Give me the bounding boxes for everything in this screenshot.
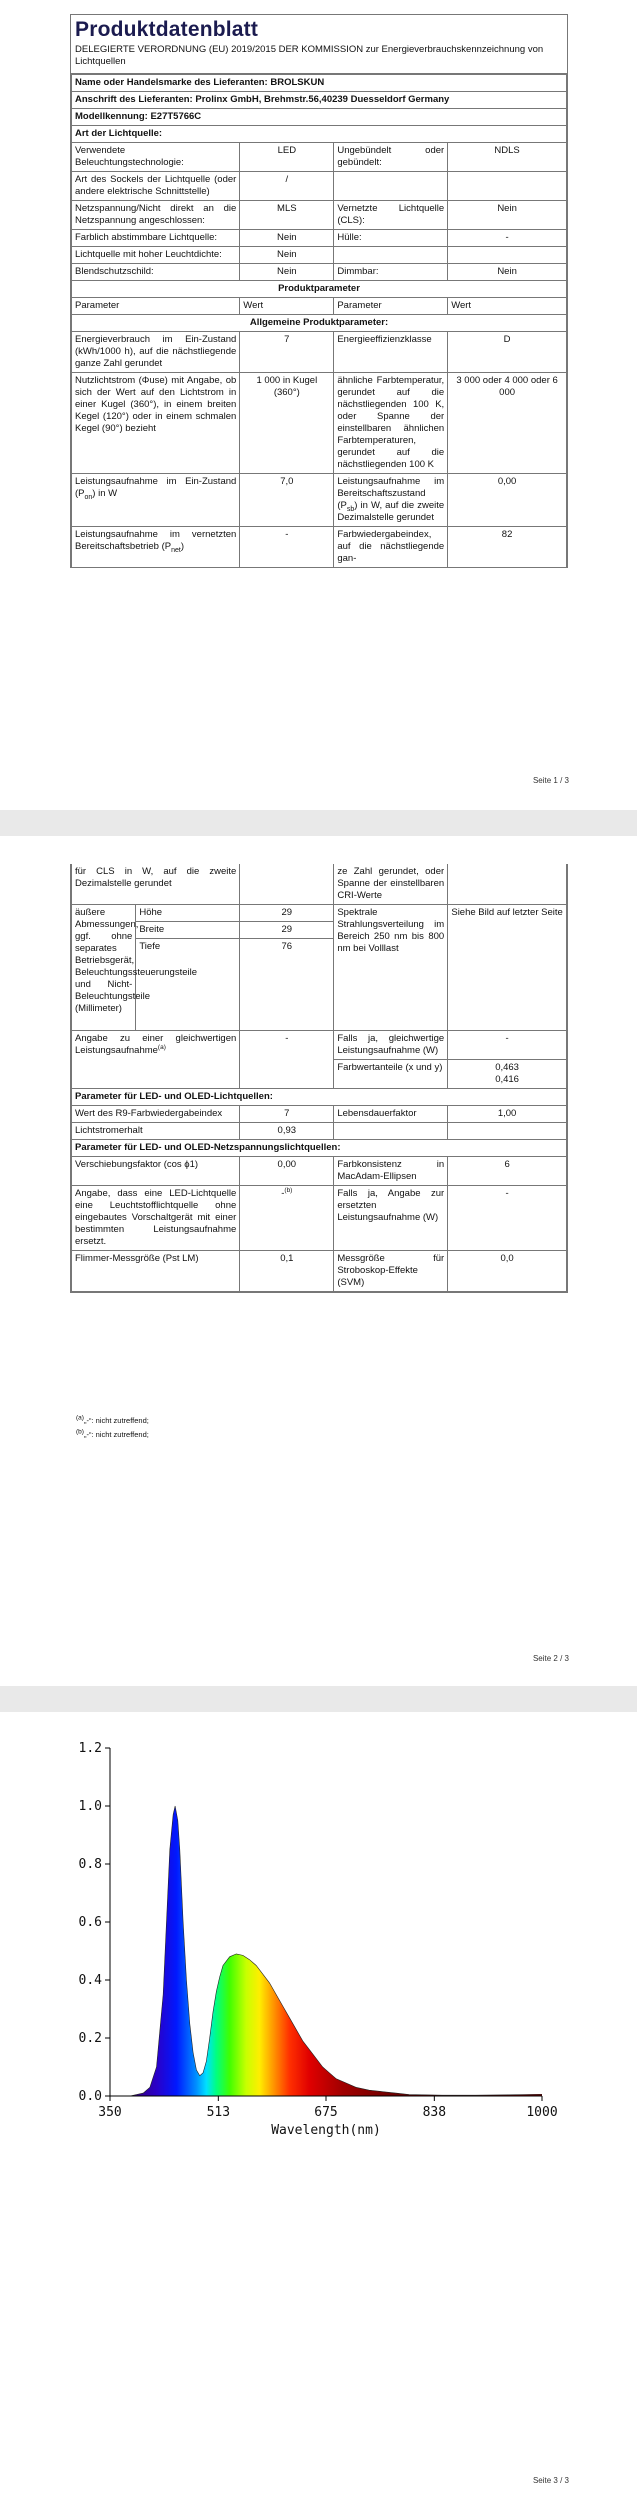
energy-value: 7 <box>240 332 334 373</box>
equiv-label: Angabe zu einer gleichwertigen Leistungsaufnahme$^{(a)}$ <box>72 1031 240 1089</box>
flux-value: 1 000 in Kugel (360°) <box>240 373 334 474</box>
spectrum-plot <box>60 1732 560 2162</box>
hilum-value: Nein <box>240 247 334 264</box>
pon-value: 7,0 <box>240 474 334 527</box>
eclass-value: D <box>448 332 567 373</box>
datasheet-part-1 <box>70 14 568 568</box>
unbundled-value: NDLS <box>448 143 567 172</box>
width-value: 29 <box>240 922 334 939</box>
unbundled-label: Ungebündelt oder gebündelt: <box>334 143 448 172</box>
general-params-title: Allgemeine Produktparameter: <box>72 315 567 332</box>
led-params-title: Parameter für LED- und OLED-Lichtquellen: <box>72 1089 567 1106</box>
macadam-label: Farbkonsistenz in MacAdam-Ellipsen <box>334 1157 448 1186</box>
psb-value: 0,00 <box>448 474 567 527</box>
pnet-label: Leistungsaufnahme im vernetzten Bereitschaftsbetrieb $(P_{net})$ <box>72 527 240 568</box>
flicker-value: 0,1 <box>240 1251 334 1292</box>
depth-value: 76 <box>240 939 334 1031</box>
energy-label: Energieverbrauch im Ein-Zustand (kWh/1000 h), auf die nächstliegende ganze Zahl gerundet <box>72 332 240 373</box>
equiv-yes-label: Falls ja, gleichwertige Leistungsaufnahme (W) <box>334 1031 448 1060</box>
x-tick-label: 838 <box>422 2105 447 2120</box>
socket-label: Art des Sockels der Lichtquelle (oder andere elektrische Schnittstelle) <box>72 172 240 201</box>
col-param-header-2: Parameter <box>334 298 448 315</box>
x-tick-label: 350 <box>98 2105 122 2120</box>
flux-label: Nutzlichtstrom (Φuse) mit Angabe, ob sich der Wert auf den Lichtstrom in einer Kugel (360°), in einem breiten Kegel (120°) oder in einem schmalen Kegel (90°) bezieht <box>72 373 240 474</box>
svm-value: 0,0 <box>448 1251 567 1292</box>
mls-params-title: Parameter für LED- und OLED-Netzspannungslichtquellen: <box>72 1140 567 1157</box>
equiv-yes-value: - <box>448 1031 567 1060</box>
tech-label: Verwendete Beleuchtungstechnologie: <box>72 143 240 172</box>
footnote-a: (a)„-“: nicht zutreffend; <box>76 1414 149 1425</box>
x-axis-label: Wavelength(nm) <box>271 2123 381 2138</box>
page-number-1: Seite 1 / 3 <box>532 776 569 785</box>
y-tick-label: 0.4 <box>78 1973 102 1988</box>
depth-label: Tiefe <box>136 939 240 1031</box>
replace-yes-label: Falls ja, Angabe zur ersetzten Leistungsaufnahme (W) <box>334 1186 448 1251</box>
spectral-value: Siehe Bild auf letzter Seite <box>448 905 567 1031</box>
header <box>71 15 567 74</box>
cri-label-part-2: ze Zahl gerundet, oder Spanne der einstellbaren CRI-Werte <box>334 864 448 905</box>
height-label: Höhe <box>136 905 240 922</box>
flicker-label: Flimmer-Messgröße (Pst LM) <box>72 1251 240 1292</box>
col-value-header-2: Wert <box>448 298 567 315</box>
datasheet-table-1 <box>71 74 567 567</box>
replace-yes-value: - <box>448 1186 567 1251</box>
y-tick-label: 1.2 <box>78 1741 102 1756</box>
cri-label-part-1: Farbwiedergabeindex, auf die nächstliegende gan- <box>334 527 448 568</box>
model-row: Modellkennung: E27T5766C <box>72 109 567 126</box>
tunable-label: Farblich abstimmbare Lichtquelle: <box>72 230 240 247</box>
maint-value: 0,93 <box>240 1123 334 1140</box>
r9-value: 7 <box>240 1106 334 1123</box>
glare-value: Nein <box>240 264 334 281</box>
eclass-label: Energieeffizienzklasse <box>334 332 448 373</box>
page-number-2: Seite 2 / 3 <box>532 1654 569 1663</box>
socket-value: / <box>240 172 334 201</box>
width-label: Breite <box>136 922 240 939</box>
x-tick-label: 675 <box>314 2105 338 2120</box>
disp-value: 0,00 <box>240 1157 334 1186</box>
dimmable-label: Dimmbar: <box>334 264 448 281</box>
page-title: Produktdatenblatt <box>75 18 259 41</box>
mains-value: MLS <box>240 201 334 230</box>
cct-value: 3 000 oder 4 000 oder 6 000 <box>448 373 567 474</box>
pnet-label-continued: für CLS in W, auf die zweite Dezimalstelle gerundet <box>72 864 240 905</box>
cls-value: Nein <box>448 201 567 230</box>
y-tick-label: 0.2 <box>78 2031 102 2046</box>
spectral-label: Spektrale Strahlungsverteilung im Bereich 250 nm bis 800 nm bei Volllast <box>334 905 448 1031</box>
tech-value: LED <box>240 143 334 172</box>
y-tick-label: 0.0 <box>78 2089 102 2104</box>
cri-value: 82 <box>448 527 567 568</box>
cct-label: ähnliche Farbtemperatur, gerundet auf die nächstliegenden 100 K, oder Spanne der einstellbaren ähnlichen Farbtemperaturen, gerundet auf die nächstliegenden 100 K <box>334 373 448 474</box>
mains-label: Netzspannung/Nicht direkt an die Netzspannung angeschlossen: <box>72 201 240 230</box>
col-param-header: Parameter <box>72 298 240 315</box>
y-tick-label: 0.8 <box>78 1857 102 1872</box>
psb-label: Leistungsaufnahme im Bereitschaftszustand $(P_{sb})$ in W, auf die zweite Dezimalstelle gerundet <box>334 474 448 527</box>
footnotes <box>76 1414 149 1442</box>
casing-value: - <box>448 230 567 247</box>
maint-label: Lichtstromerhalt <box>72 1123 240 1140</box>
section-title: Produktparameter <box>72 281 567 298</box>
macadam-value: 6 <box>448 1157 567 1186</box>
equiv-value: - <box>240 1031 334 1089</box>
y-tick-label: 1.0 <box>78 1799 102 1814</box>
address-row: Anschrift des Lieferanten: Prolinx GmbH, Brehmstr.56,40239 Duesseldorf Germany <box>72 92 567 109</box>
dims-label: äußere Abmessungen, ggf. ohne separates Betriebsgerät, Beleuchtungssteuerungsteile und Nicht-Beleuchtungsteile (Millimeter) <box>72 905 136 1031</box>
page-1 <box>0 0 637 810</box>
svm-label: Messgröße für Stroboskop-Effekte (SVM) <box>334 1251 448 1292</box>
page-number-3: Seite 3 / 3 <box>532 2476 569 2485</box>
brand-row: Name oder Handelsmarke des Lieferanten: BROLSKUN <box>72 75 567 92</box>
y-tick-label: 0.6 <box>78 1915 102 1930</box>
life-label: Lebensdauerfaktor <box>334 1106 448 1123</box>
regulation-text: DELEGIERTE VERORDNUNG (EU) 2019/2015 DER KOMMISSION zur Energieverbrauchskennzeichnung von Lichtquellen <box>75 44 544 67</box>
col-value-header: Wert <box>240 298 334 315</box>
r9-label: Wert des R9-Farbwiedergabeindex <box>72 1106 240 1123</box>
light-type-row: Art der Lichtquelle: <box>72 126 567 143</box>
life-value: 1,00 <box>448 1106 567 1123</box>
chroma-value: 0,463 0,416 <box>448 1060 567 1089</box>
tunable-value: Nein <box>240 230 334 247</box>
spectrum-chart <box>60 1732 560 2162</box>
datasheet-table-2 <box>71 864 567 1292</box>
cls-label: Vernetzte Lichtquelle (CLS): <box>334 201 448 230</box>
disp-label: Verschiebungsfaktor (cos ϕ1) <box>72 1157 240 1186</box>
spectrum-svg <box>60 1732 560 2162</box>
dimmable-value: Nein <box>448 264 567 281</box>
casing-label: Hülle: <box>334 230 448 247</box>
replace-value: -$^{(b)}$ <box>240 1186 334 1251</box>
x-tick-label: 1000 <box>526 2105 558 2120</box>
pnet-value: - <box>240 527 334 568</box>
x-tick-label: 513 <box>206 2105 231 2120</box>
pon-label: Leistungsaufnahme im Ein-Zustand $(P_{on})$ in W <box>72 474 240 527</box>
page-3 <box>0 1712 637 2510</box>
replace-label: Angabe, dass eine LED-Lichtquelle eine Leuchtstofflichtquelle ohne eingebautes Vorschaltgerät mit einer bestimmten Leistungsaufnahme ersetzt. <box>72 1186 240 1251</box>
footnote-b: (b)„-“: nicht zutreffend; <box>76 1428 149 1439</box>
height-value: 29 <box>240 905 334 922</box>
hilum-label: Lichtquelle mit hoher Leuchtdichte: <box>72 247 240 264</box>
datasheet-part-2 <box>70 864 568 1293</box>
spectrum-area <box>110 1806 542 2096</box>
chroma-label: Farbwertanteile (x und y) <box>334 1060 448 1089</box>
page-2 <box>0 836 637 1686</box>
glare-label: Blendschutzschild: <box>72 264 240 281</box>
